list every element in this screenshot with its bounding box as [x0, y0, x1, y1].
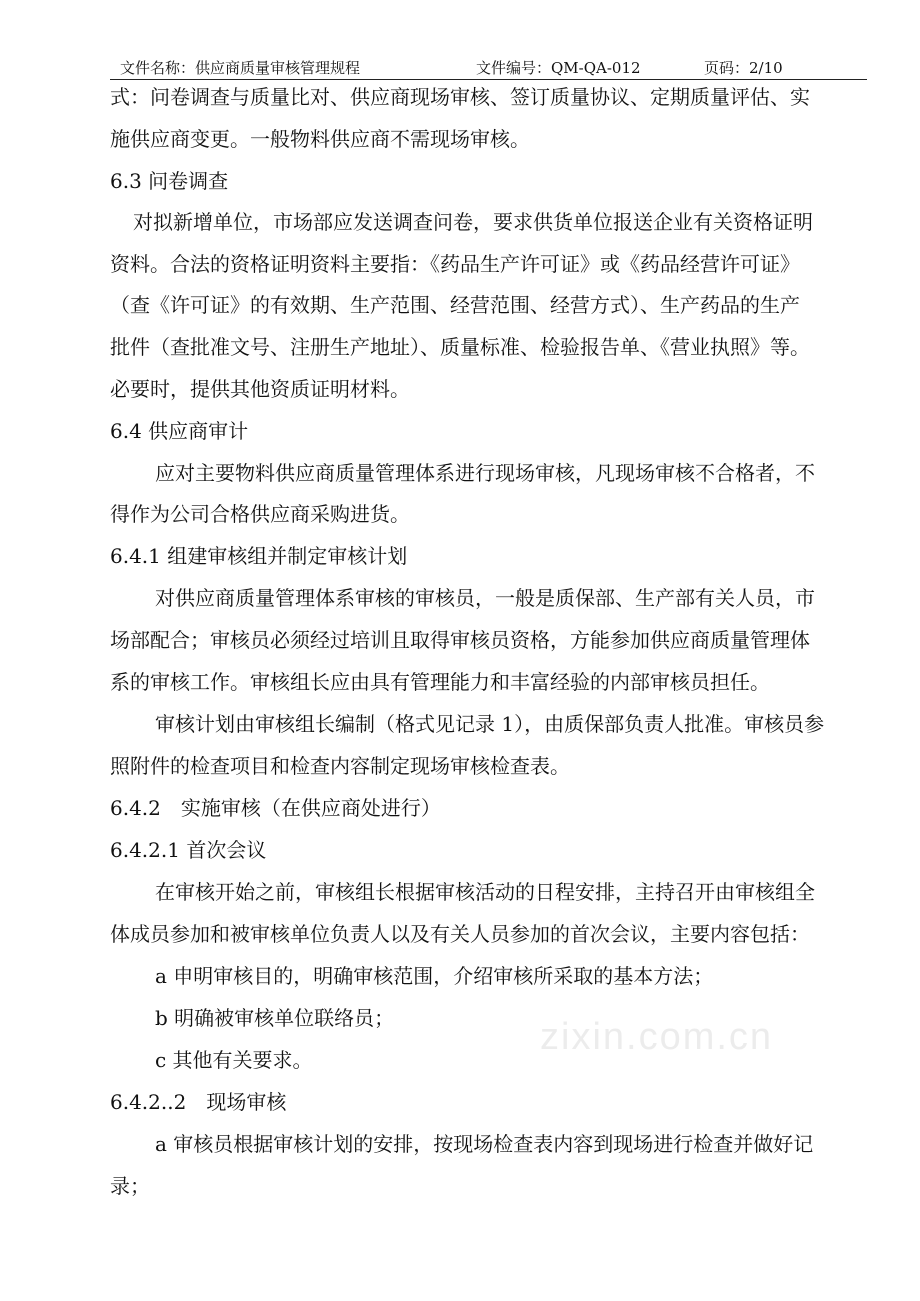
text-line: 施供应商变更。一般物料供应商不需现场审核。: [110, 127, 530, 151]
list-item-b: b 明确被审核单位联络员；: [155, 1006, 395, 1030]
watermark: zixin.com.cn: [540, 1016, 774, 1058]
text-line: 对拟新增单位，市场部应发送调查问卷，要求供货单位报送企业有关资格证明: [133, 210, 813, 234]
list-item-a: a 审核员根据审核计划的安排，按现场检查表内容到现场进行检查并做好记: [155, 1132, 814, 1156]
text-line: 必要时，提供其他资质证明材料。: [110, 377, 410, 401]
text-line: 场部配合；审核员必须经过培训且取得审核员资格，方能参加供应商质量管理体: [110, 628, 810, 652]
text-line: 式：问卷调查与质量比对、供应商现场审核、签订质量协议、定期质量评估、实: [110, 85, 810, 109]
text-line: 录；: [110, 1174, 150, 1198]
section-heading-6-4: 6.4 供应商审计: [110, 419, 249, 443]
text-line: 系的审核工作。审核组长应由具有管理能力和丰富经验的内部审核员担任。: [110, 670, 770, 694]
text-line: 照附件的检查项目和检查内容制定现场审核检查表。: [110, 754, 570, 778]
section-heading-6-3: 6.3 问卷调查: [110, 169, 229, 193]
text-line: 审核计划由审核组长编制（格式见记录 1），由质保部负责人批准。审核员参: [155, 712, 825, 736]
text-line: 在审核开始之前，审核组长根据审核活动的日程安排，主持召开由审核组全: [155, 880, 815, 904]
header-file-code: 文件编号：QM-QA-012: [476, 59, 641, 77]
list-item-a: a 申明审核目的，明确审核范围，介绍审核所采取的基本方法；: [155, 964, 714, 988]
page-header: [110, 57, 867, 80]
text-line: 应对主要物料供应商质量管理体系进行现场审核，凡现场审核不合格者，不: [155, 461, 815, 485]
list-item-c: c 其他有关要求。: [155, 1048, 313, 1072]
text-line: 得作为公司合格供应商采购进货。: [110, 502, 410, 526]
text-line: 对供应商质量管理体系审核的审核员，一般是质保部、生产部有关人员，市: [155, 586, 815, 610]
text-line: 批件（查批准文号、注册生产地址）、质量标准、检验报告单、《营业执照》等。: [110, 335, 810, 359]
section-heading-6-4-2-1: 6.4.2.1 首次会议: [110, 838, 267, 862]
section-heading-6-4-2: 6.4.2 实施审核（在供应商处进行）: [110, 796, 441, 820]
section-heading-6-4-2-2: 6.4.2..2 现场审核: [110, 1090, 287, 1114]
section-heading-6-4-1: 6.4.1 组建审核组并制定审核计划: [110, 544, 408, 568]
text-line: （查《许可证》的有效期、生产范围、经营范围、经营方式）、生产药品的生产: [110, 293, 800, 317]
text-line: 体成员参加和被审核单位负责人以及有关人员参加的首次会议，主要内容包括：: [110, 922, 810, 946]
text-line: 资料。合法的资格证明资料主要指：《药品生产许可证》或《药品经营许可证》: [110, 252, 800, 276]
header-file-name: 文件名称：供应商质量审核管理规程: [120, 59, 361, 77]
header-page-number: 页码：2/10: [704, 59, 783, 77]
